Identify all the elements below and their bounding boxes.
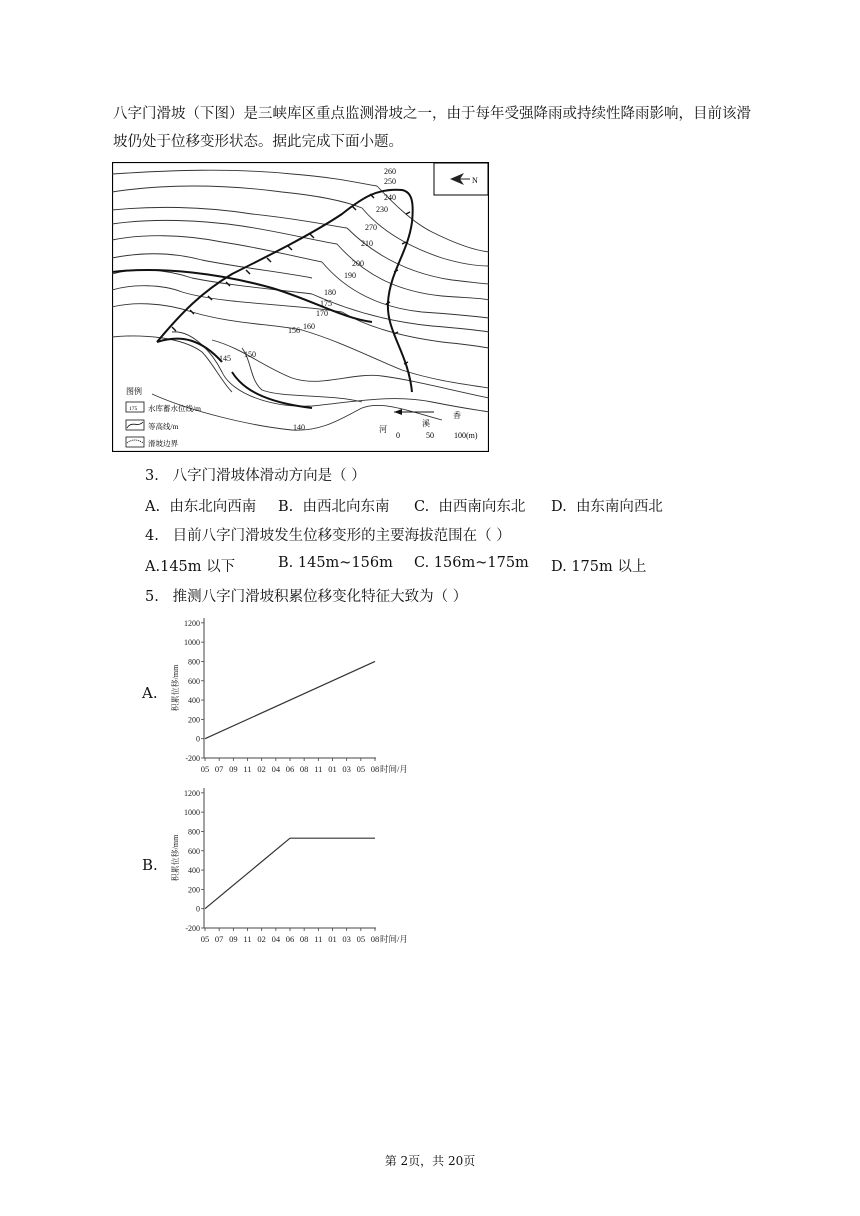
x-tick-label: 08 bbox=[299, 934, 309, 944]
displacement-chart-b bbox=[170, 782, 430, 952]
x-tick-label: 01 bbox=[328, 764, 337, 774]
question-text: 推测八字门滑坡积累位移变化特征大致为（ ） bbox=[172, 589, 468, 605]
x-tick-label: 08 bbox=[299, 764, 309, 774]
question-5 bbox=[145, 585, 467, 606]
contour-label: 190 bbox=[344, 271, 356, 280]
x-tick-label: 02 bbox=[257, 934, 266, 944]
displacement-line bbox=[205, 838, 375, 908]
contour-label: 210 bbox=[361, 239, 373, 248]
contour-label: 270 bbox=[365, 223, 377, 232]
y-tick-label: 400 bbox=[188, 696, 200, 706]
x-tick-label: 05 bbox=[200, 764, 210, 774]
x-tick-label: 09 bbox=[229, 934, 238, 944]
y-tick-label: 600 bbox=[188, 846, 200, 856]
displacement-line bbox=[205, 661, 375, 738]
x-tick-label: 11 bbox=[314, 934, 323, 944]
contour-label: 156 bbox=[288, 326, 300, 335]
option-3a[interactable]: A. 由东北向西南 bbox=[145, 499, 257, 515]
y-tick-label: 1000 bbox=[184, 808, 200, 818]
river-char: 河 bbox=[379, 425, 387, 434]
y-tick-label: 1000 bbox=[184, 638, 200, 648]
scale-label: 100(m) bbox=[454, 431, 478, 440]
landslide-contour-map bbox=[112, 162, 489, 452]
chart-option-a-label[interactable]: A. bbox=[142, 684, 158, 702]
north-label: N bbox=[472, 176, 478, 185]
contour-label: 175 bbox=[320, 299, 332, 308]
contour-label: 200 bbox=[352, 259, 364, 268]
page-footer: 第 2页，共 20页 bbox=[384, 1154, 476, 1168]
option-4d[interactable]: D. 175m 以上 bbox=[551, 559, 647, 575]
x-tick-label: 11 bbox=[243, 934, 252, 944]
x-tick-label: 07 bbox=[214, 934, 224, 944]
river-char: 溪 bbox=[422, 419, 430, 428]
contour-label: 160 bbox=[303, 322, 315, 331]
question-3 bbox=[145, 464, 366, 485]
x-tick-label: 06 bbox=[285, 764, 295, 774]
x-tick-label: 06 bbox=[285, 934, 295, 944]
contour-label: 150 bbox=[244, 350, 256, 359]
option-3c[interactable]: C. 由西南向东北 bbox=[414, 499, 526, 515]
chart-option-b-label[interactable]: B. bbox=[142, 856, 158, 874]
x-tick-label: 11 bbox=[314, 764, 323, 774]
y-tick-label: 400 bbox=[188, 866, 200, 876]
legend-item-contour: 等高线/m bbox=[148, 422, 179, 431]
question-text: 八字门滑坡体滑动方向是（ ） bbox=[172, 468, 366, 484]
y-tick-label: 1200 bbox=[184, 788, 200, 798]
x-tick-label: 03 bbox=[342, 934, 351, 944]
y-axis-label: 积累位移/mm bbox=[171, 664, 180, 712]
contour-label: 140 bbox=[293, 423, 305, 432]
scale-label: 0 bbox=[396, 431, 400, 440]
y-tick-label: -200 bbox=[185, 754, 200, 763]
y-tick-label: 200 bbox=[188, 715, 200, 725]
y-tick-label: 1200 bbox=[184, 618, 200, 628]
river-char: 香 bbox=[453, 411, 461, 420]
legend-item-reservoir: 水库蓄水位线/m bbox=[148, 404, 201, 413]
x-tick-label: 01 bbox=[328, 934, 337, 944]
contour-label: 145 bbox=[219, 354, 231, 363]
option-3d[interactable]: D. 由东南向西北 bbox=[551, 499, 663, 515]
scale-label: 50 bbox=[426, 431, 434, 440]
contour-label: 230 bbox=[376, 205, 388, 214]
x-tick-label: 05 bbox=[356, 764, 366, 774]
x-tick-label: 02 bbox=[257, 764, 266, 774]
x-tick-label: 05 bbox=[356, 934, 366, 944]
x-tick-label: 09 bbox=[229, 764, 238, 774]
y-tick-label: -200 bbox=[185, 924, 200, 933]
option-4c[interactable]: C. 156m~175m bbox=[414, 555, 529, 571]
x-tick-label: 08 bbox=[370, 934, 380, 944]
question-number: 5. bbox=[145, 589, 159, 605]
option-4b[interactable]: B. 145m~156m bbox=[278, 555, 393, 571]
contour-label: 260 bbox=[384, 167, 396, 176]
displacement-chart-a bbox=[170, 612, 430, 782]
contour-label: 180 bbox=[324, 288, 336, 297]
x-tick-label: 04 bbox=[271, 934, 281, 944]
y-axis-label: 积累位移/mm bbox=[171, 834, 180, 882]
x-tick-label: 05 bbox=[200, 934, 210, 944]
x-axis-label: 时间/月 bbox=[380, 764, 408, 774]
y-tick-label: 200 bbox=[188, 885, 200, 895]
x-tick-label: 03 bbox=[342, 764, 351, 774]
legend-item-boundary: 滑坡边界 bbox=[148, 439, 178, 448]
y-tick-label: 800 bbox=[188, 657, 200, 667]
option-4a[interactable]: A.145m 以下 bbox=[145, 559, 236, 575]
question-number: 3. bbox=[145, 468, 159, 484]
y-tick-label: 0 bbox=[196, 904, 200, 914]
legend-sample-value: 175 bbox=[129, 406, 138, 412]
legend-title: 图例 bbox=[126, 387, 142, 396]
intro-paragraph: 八字门滑坡（下图）是三峡库区重点监测滑坡之一，由于每年受强降雨或持续性降雨影响，目前该滑坡仍处于位移变形状态。据此完成下面小题。 bbox=[113, 106, 751, 150]
contour-label: 170 bbox=[316, 309, 328, 318]
x-tick-label: 07 bbox=[214, 764, 224, 774]
y-tick-label: 600 bbox=[188, 676, 200, 686]
x-tick-label: 04 bbox=[271, 764, 281, 774]
question-4 bbox=[145, 524, 511, 545]
question-number: 4. bbox=[145, 528, 159, 544]
question-text: 目前八字门滑坡发生位移变形的主要海拔范围在（ ） bbox=[172, 528, 511, 544]
option-3b[interactable]: B. 由西北向东南 bbox=[278, 499, 390, 515]
contour-label: 240 bbox=[384, 193, 396, 202]
x-axis-label: 时间/月 bbox=[380, 934, 408, 944]
x-tick-label: 11 bbox=[243, 764, 252, 774]
contour-label: 250 bbox=[384, 177, 396, 186]
x-tick-label: 08 bbox=[370, 764, 380, 774]
y-tick-label: 0 bbox=[196, 734, 200, 744]
y-tick-label: 800 bbox=[188, 827, 200, 837]
